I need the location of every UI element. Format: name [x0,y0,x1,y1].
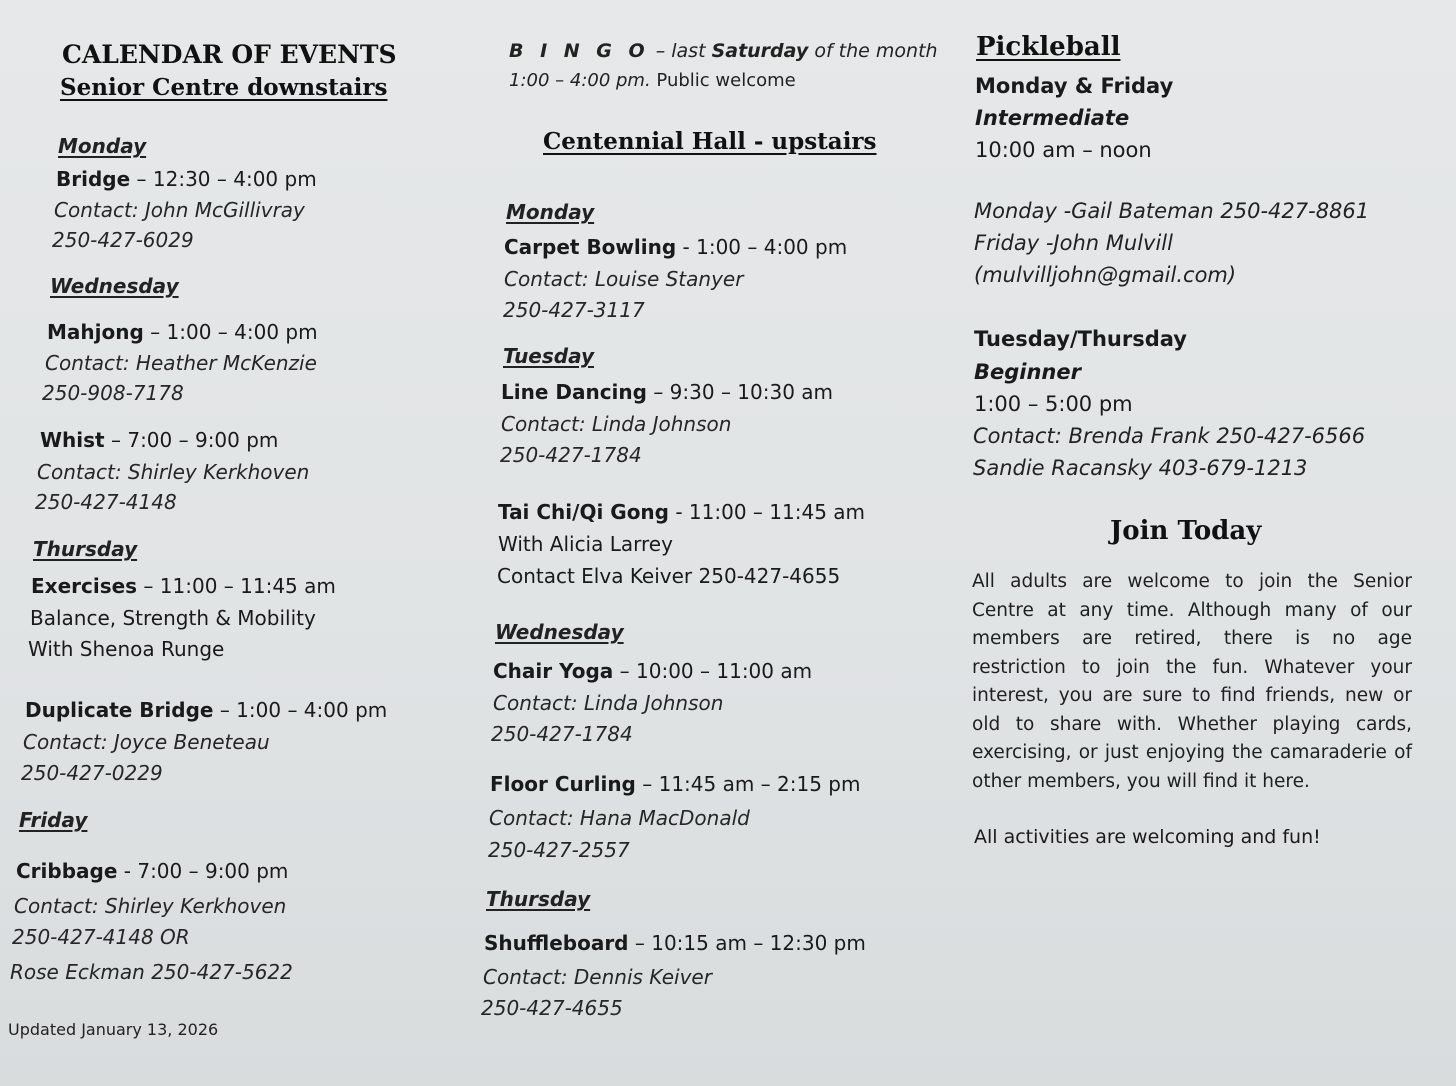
bingo-time-line [509,70,796,91]
contact-line: Contact: Brenda Frank 250-427-6566 [973,424,1366,448]
detail-line: Balance, Strength & Mobility [30,606,316,630]
senior-centre-heading: Senior Centre downstairs [60,74,388,101]
activity-cribbage [16,859,288,883]
activity-time: – 7:00 – 9:00 pm [104,428,279,452]
bingo-line [509,40,938,62]
contact-line: Contact: Shirley Kerkhoven [14,894,287,918]
activity-time: - 1:00 – 4:00 pm [676,235,848,259]
activity-name: Shuffleboard [484,931,629,955]
contact-line: Contact: Linda Johnson [501,412,732,436]
calendar-title: CALENDAR OF EVENTS [62,40,397,69]
updated-date: Updated January 13, 2026 [8,1020,219,1039]
phone-line: 250-427-1784 [500,443,642,467]
day-heading-wednesday: Wednesday [50,274,179,298]
day-heading-monday: Monday [506,200,595,224]
contact-line: Contact: Linda Johnson [493,691,724,715]
activity-time: - 11:00 – 11:45 am [669,500,866,524]
activity-time: – 1:00 – 4:00 pm [143,320,318,344]
activity-time: – 11:45 am – 2:15 pm [635,772,861,796]
activity-name: Tai Chi/Qi Gong [498,500,669,524]
activity-name: Whist [40,428,105,452]
phone-line: 250-427-4655 [481,996,623,1020]
bingo-text: of the month [808,40,938,62]
contact-friday: Friday -John Mulvill [974,231,1173,255]
activity-name: Floor Curling [490,772,636,796]
centennial-hall-heading: Centennial Hall - upstairs [543,128,877,155]
activity-shuffleboard [484,931,866,955]
phone-line: 250-427-0229 [21,761,163,785]
pickleball-level-2: Beginner [974,360,1081,384]
bingo-name: B I N G O [509,40,650,62]
phone-line: 250-427-6029 [52,228,194,252]
contact-line: Contact Elva Keiver 250-427-4655 [497,564,841,588]
day-heading-thursday: Thursday [486,887,591,911]
activity-floor-curling [490,772,860,796]
activity-time: – 10:00 – 11:00 am [613,659,813,683]
pickleball-level-1: Intermediate [975,106,1130,130]
activity-time: – 10:15 am – 12:30 pm [628,931,866,955]
contact-line: Contact: Heather McKenzie [45,351,317,375]
alt-contact-line: Rose Eckman 250-427-5622 [10,960,293,984]
activity-duplicate-bridge [25,698,387,722]
activity-time: – 1:00 – 4:00 pm [213,698,388,722]
contact-monday: Monday -Gail Bateman 250-427-8861 [974,199,1370,223]
join-paragraph: All adults are welcome to join the Senior Centre at any time. Although many of our members are retired, there is no age restriction to join the fun. Whatever your interest, you are sure to find friends, new or old to share with. Whether playing cards, exercising, or just enjoying the camaraderie of other members, you will find it here. [972,571,1412,792]
activity-name: Carpet Bowling [504,235,677,259]
day-heading-monday: Monday [58,134,147,158]
activity-name: Duplicate Bridge [25,698,214,722]
activity-chair-yoga [493,659,812,683]
closing-line: All activities are welcoming and fun! [974,826,1321,848]
contact-line: Sandie Racansky 403-679-1213 [973,456,1308,480]
contact-line: Contact: Dennis Keiver [483,965,712,989]
activity-name: Chair Yoga [493,659,614,683]
pickleball-days-2: Tuesday/Thursday [974,327,1187,351]
activity-tai-chi [498,500,865,524]
contact-line: Contact: Hana MacDonald [489,806,750,830]
day-heading-wednesday: Wednesday [495,620,624,644]
bingo-public: Public welcome [650,70,796,91]
join-today-heading: Join Today [1110,516,1262,546]
detail-line: With Shenoa Runge [28,637,225,661]
activity-time: – 9:30 – 10:30 am [646,380,834,404]
pickleball-time-2: 1:00 – 5:00 pm [974,392,1133,416]
activity-name: Line Dancing [501,380,647,404]
pickleball-heading: Pickleball [976,32,1121,62]
activity-line-dancing [501,380,833,404]
detail-line: With Alicia Larrey [498,532,673,556]
pickleball-time-1: 10:00 am – noon [975,138,1152,162]
activity-time: – 12:30 – 4:00 pm [130,167,317,191]
activity-time: - 7:00 – 9:00 pm [117,859,289,883]
contact-line: Contact: Joyce Beneteau [23,730,270,754]
phone-line: 250-427-3117 [503,298,645,322]
contact-line: Contact: Louise Stanyer [504,267,744,291]
activity-whist [40,428,278,452]
activity-carpet-bowling [504,235,847,259]
day-heading-thursday: Thursday [33,537,138,561]
day-heading-tuesday: Tuesday [503,344,595,368]
activity-name: Cribbage [16,859,118,883]
contact-email: (mulvilljohn@gmail.com) [974,263,1237,287]
activity-time: – 11:00 – 11:45 am [137,574,336,598]
bingo-text: – last [649,40,712,62]
day-heading-friday: Friday [19,808,88,832]
activity-exercises [31,574,336,598]
phone-line: 250-427-4148 [35,490,177,514]
activity-name: Mahjong [47,320,144,344]
bingo-saturday: Saturday [711,40,809,62]
phone-line: 250-427-1784 [491,722,633,746]
activity-name: Bridge [56,167,131,191]
bingo-time: 1:00 – 4:00 pm. [509,70,651,91]
activity-bridge [56,167,317,191]
phone-line: 250-908-7178 [42,381,184,405]
pickleball-days-1: Monday & Friday [975,74,1174,98]
phone-line: 250-427-2557 [488,838,630,862]
activity-mahjong [47,320,318,344]
contact-line: Contact: Shirley Kerkhoven [37,460,310,484]
activity-name: Exercises [31,574,138,598]
contact-line: Contact: John McGillivray [54,198,305,222]
phone-line: 250-427-4148 OR [12,925,190,949]
